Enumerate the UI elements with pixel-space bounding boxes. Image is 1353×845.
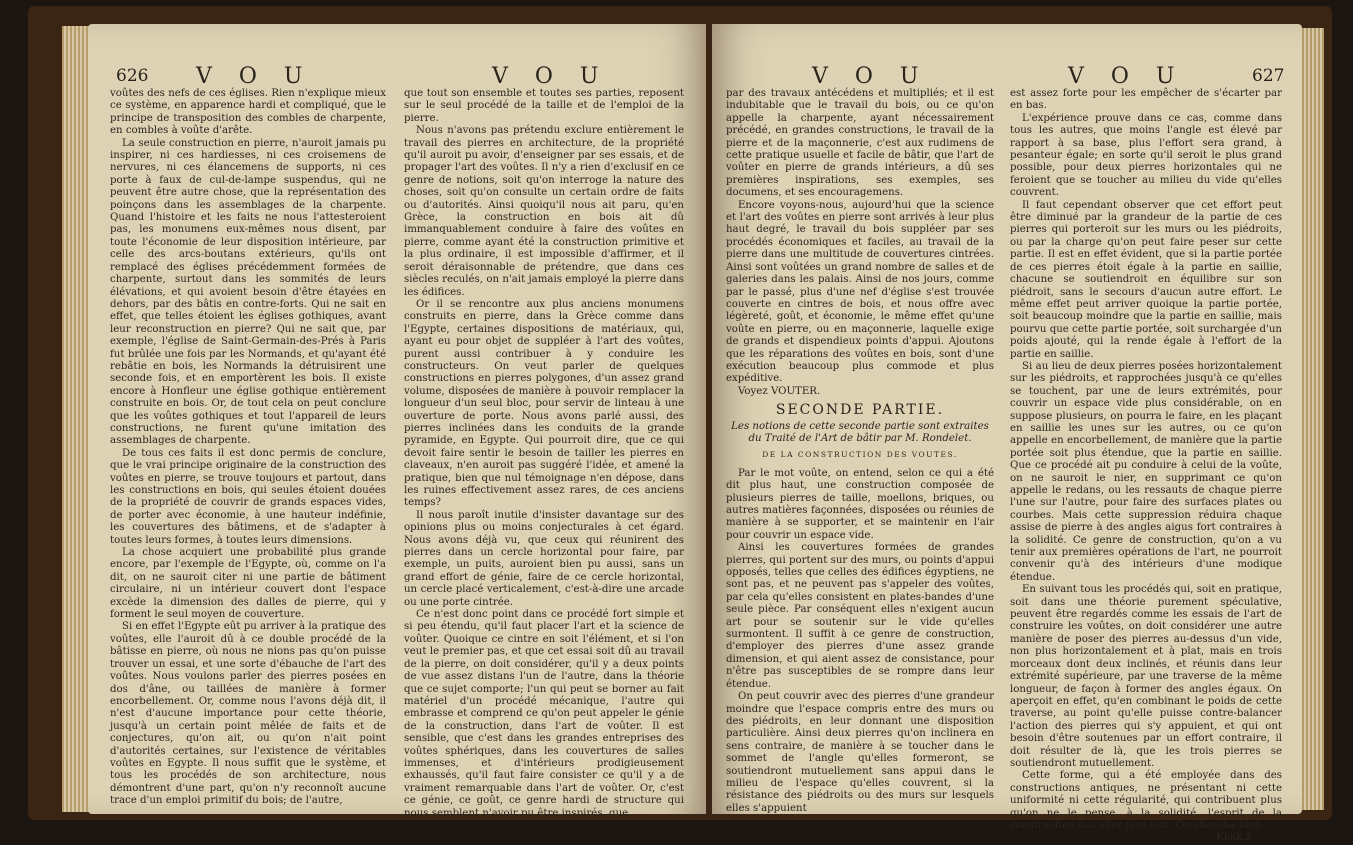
paragraph: Si au lieu de deux pierres posées horizontalement sur les piédroits, et rapprochées jusqu'à ce qu'elles se touchent, par une de leurs extrémités, pour couvrir un espace vide plus considérable, on en suppose plusieurs, on pourra le faire, en les plaçant en saillie les unes sur les autres, ou ce qu'on appelle en encorbellement, de manière que la partie portée soit plus étendue, que la partie en saillie. Que ce procédé ait pu conduire à celui de la voûte, on ne sauroit le nier, en supprimant ce qu'on appelle le redans, ou les ressauts de chaque pierre l'une sur l'autre, pour faire des surfaces plates ou courbes. Mais cette suppression réduira chaque assise de pierre à des angles aigus fort contraires à la solidité. Ce genre de construction, qu'on a vu tenir aux premières opérations de l'art, ne pourroit convenir qu'à des intérieurs d'une modique étendue. xyxy=(1010,360,1282,583)
section-title: SECONDE PARTIE. xyxy=(775,402,945,419)
paragraph: Nous n'avons pas prétendu exclure entièrement le travail des pierres en architecture, de la propriété qu'il auroit pu avoir, d'enseigner par ses essais, et de propager l'art des voûtes. Il n'y a rien d'exclusif en ce genre de notions, soit qu'on interroge la nature des choses, soit qu'on consulte un certain ordre de faits ou d'autorités. Ainsi quoiqu'il nous ait paru, qu'en Grèce, la construction en bois ait dû immanquablement conduire à faire des voûtes en pierre, comme ayant été la construction primitive et la plus ordinaire, il est impossible d'affirmer, et il seroit déraisonnable de prétendre, que dans ces siècles reculés, on n'ait jamais employé la pierre dans les édifices. xyxy=(404,125,684,298)
paragraph: L'expérience prouve dans ce cas, comme dans tous les autres, que moins l'angle est élevé par rapport à sa base, plus l'effort sera grand, à pesanteur égale; en sorte qu'il seroit le plus grand possible, pour deux pierres horizontales qui ne feroient que se toucher au milieu du vide qu'elles couvrent. xyxy=(1010,112,1282,199)
text-column xyxy=(110,88,386,808)
paragraph: Il faut cependant observer que cet effort peut être diminué par la grandeur de la partie de ces pierres qui porteroit sur les murs ou les piédroits, ou par la charge qu'on peut faire peser sur cette partie. Il est en effet évident, que si la partie portée de ces pierres étoit égale à la partie en saillie, chacune se soutiendroit en équilibre sur son piédroit, sans le secours d'aucun autre effort. Le même effet peut arriver quoique la partie portée, soit beaucoup moindre que la partie en saillie, mais pourvu que cette partie portée, soit surchargée d'un poids ajouté, qui la rende égale à l'effort de la partie en saillie. xyxy=(1010,199,1282,360)
section-heading: DE LA CONSTRUCTION DES VOUTES. xyxy=(762,450,958,460)
paragraph: que tout son ensemble et toutes ses parties, reposent sur le seul procédé de la taille et de l'emploi de la pierre. xyxy=(404,88,684,124)
book-spread xyxy=(28,6,1332,844)
paragraph: Si en effet l'Egypte eût pu arriver à la pratique des voûtes, elle l'auroit dû à ce double procédé de la bâtisse en pierre, où nous ne nions pas qu'on puisse trouver un essai, et une sorte d'ébauche de l'art des voûtes. Nous voulons parler des pierres posées en dos d'âne, ou taillées de manière à former encorbellement. Or, comme nous l'avons déjà dit, il n'est d'aucune importance pour cette théorie, jusqu'à un certain point mêlée de faits et de conjectures, qu'on ait, ou qu'on n'ait point d'autorités certaines, sur l'existence de véritables voûtes en Egypte. Il nous suffit que le système, et tous les procédés de son architecture, nous démontrent d'une part, qu'on n'y reconnoît aucune trace d'un emploi primitif du bois; de l'autre, xyxy=(110,621,386,807)
section-note: Les notions de cette seconde partie sont extraites du Traité de l'Art de bâtir par M. Rondelet. xyxy=(731,420,989,444)
paragraph: De tous ces faits il est donc permis de conclure, que le vrai principe originaire de la construction des voûtes en pierre, se trouve toujours et partout, dans les constructions en bois, qui seules étoient douées de la propriété de couvrir de grands espaces vides, de porter avec économie, à une hauteur indéfinie, les couvertures des bâtimens, et de s'adapter à toutes leurs formes, à toutes leurs dimensions. xyxy=(110,447,386,546)
paragraph: En suivant tous les procédés qui, soit en pratique, soit dans une théorie purement spéculative, peuvent être regardés comme les essais de l'art de construire les voûtes, on doit considérer une autre manière de poser des pierres au-dessus d'un vide, non plus horizontalement et à plat, mais en trois morceaux dont deux inclinés, et réunis dans leur extrémité supérieure, par une traverse de la même longueur, de façon à former des angles égaux. On aperçoit en effet, qu'en combinant le poids de cette traverse, au point qu'elle puisse contre-balancer l'action des pierres qui s'y appuient, et qui ont besoin d'être soutenues par un effort contraire, il doit résulter de là, que les trois pierres se soutiendront mutuellement. xyxy=(1010,584,1282,769)
page-number: 627 xyxy=(1252,66,1285,86)
text-column xyxy=(404,88,684,820)
paragraph: voûtes des nefs de ces églises. Rien n'explique mieux ce système, en apparence hardi et compliqué, que le principe de transposition des combles de charpente, en combles à voûte d'arête. xyxy=(110,88,386,137)
page-edges-right xyxy=(1300,28,1324,810)
running-head: V O U xyxy=(1068,64,1185,89)
paragraph: Or il se rencontre aux plus anciens monumens construits en pierre, dans la Grèce comme dans l'Egypte, certaines dispositions de matériaux, qui, ayant eu pour objet de suppléer à l'art des voûtes, purent aussi contribuer à y conduire les constructeurs. On veut parler de quelques constructions en pierres polygones, d'un assez grand volume, disposées de manière à pouvoir remplacer la longueur d'un seul bloc, pour servir de linteau à une ouverture de porte. Nous avons parlé aussi, des pierres inclinées dans les conduits de la grande pyramide, en Egypte. Qui pourroit dire, que ce qui devoit faire sentir le besoin de tailler les pierres en claveaux, n'en auroit pas suggéré l'idée, et amené la pratique, bien que nul témoignage n'en dépose, dans les ruines effectivement assez rares, de ces anciens temps? xyxy=(404,298,684,509)
running-head: V O U xyxy=(196,64,313,89)
text-column xyxy=(1010,88,1282,845)
left-page xyxy=(88,24,706,819)
paragraph: Ce n'est donc point dans ce procédé fort simple et si peu étendu, qu'il faut placer l'art et la science de voûter. Quoique ce cintre en soit l'élément, et si l'on veut le premier pas, et que cet essai soit dû au travail de la pierre, on doit considérer, qu'il y a deux points de vue assez distans l'un de l'autre, dans la théorie que ce sujet comporte; l'un qui peut se borner au fait matériel d'un procédé mécanique, l'autre qui embrasse et comprend ce qu'on peut appeler le génie de la construction, dans l'art de voûter. Il est sensible, que c'est dans les grandes entreprises des voûtes sphériques, dans les couvertures de salles immenses, et d'intérieurs prodigieusement exhaussés, qu'il faut faire consister ce qu'il y a de vraiment remarquable dans l'art de voûter. Or, c'est ce génie, ce goût, ce genre hardi de structure qui nous semblent n'avoir pu être inspirés, que xyxy=(404,609,684,819)
page-number: 626 xyxy=(116,66,149,86)
text-column xyxy=(726,88,994,815)
paragraph: Voyez VOUTER. xyxy=(738,385,821,397)
paragraph: par des travaux antécédens et multipliés; et il est indubitable que le travail du bois, ou ce qu'on appelle la charpente, ayant nécessairement précédé, en grandes constructions, le travail de la pierre et de la maçonnerie, c'est aux rudimens de cette pratique usuelle et facile de bâtir, que l'art de voûter en pierre de grands intérieurs, a dû ses premières inspirations, ses exemples, ses documens, et ses encouragemens. xyxy=(726,88,994,199)
paragraph: Par le mot voûte, on entend, selon ce qui a été dit plus haut, une construction composée de plusieurs pierres de taille, moellons, briques, ou autres matières façonnées, disposées ou réunies de manière à se supporter, et se maintenir en l'air pour couvrir un espace vide. xyxy=(726,467,994,541)
running-head: V O U xyxy=(812,64,929,89)
signature-mark: Kkkk 2 xyxy=(1216,832,1252,844)
paragraph: est assez forte pour les empêcher de s'écarter par en bas. xyxy=(1010,88,1282,112)
paragraph: Cette forme, qui a été employée dans des constructions antiques, ne présentant ni cette uniformité ni cette régularité, qui contribuent plus qu'on ne le pense, à la solidité, l'esprit de la construction dut aller plus loin. On chercha bien- xyxy=(1010,770,1282,831)
paragraph: Il nous paroît inutile d'insister davantage sur des opinions plus ou moins conjecturales à cet égard. Nous avons déjà vu, que ceux qui réunirent des pierres dans un cercle horizontal pour faire, par exemple, un puits, auroient bien pu aussi, sans un grand effort de génie, faire de ce cercle horizontal, un cercle placé verticalement, c'est-à-dire une arcade ou une porte cintrée. xyxy=(404,509,684,608)
paragraph: La chose acquiert une probabilité plus grande encore, par l'exemple de l'Egypte, où, comme on l'a dit, on ne sauroit citer ni une partie de bâtiment circulaire, ni un intérieur couvert dont l'espace excède la dimension des dalles de pierre, qui y forment le seul moyen de couverture. xyxy=(110,547,386,621)
paragraph: La seule construction en pierre, n'auroit jamais pu inspirer, ni ces hardiesses, ni ces croisemens de nervures, ni ces élancemens de supports, ni ces porte à faux de cul-de-lampe suspendus, qui ne peuvent être autre chose, que la représentation des poinçons dans les assemblages de la charpente. Quand l'histoire et les faits ne nous l'attesteroient pas, les monumens eux-mêmes nous disent, par toute l'économie de leur disposition intérieure, par celle des arcs-boutans extérieurs, qu'ils ont remplacé des églises précédemment formées de charpente, surtout dans les sommités de leurs élévations, et qui avoient besoin d'être étayées en dehors, par des bâtis en contre-forts. Qui ne sait en effet, que telles étoient les églises gothiques, avant leur reconstruction en pierre? Qui ne sait que, par exemple, l'église de Saint-Germain-des-Prés à Paris fut brûlée une fois par les Normands, et qu'ayant été rebâtie en bois, les Normands la détruisirent une seconde fois, et en emportèrent les bois. Il existe encore à Honfleur une église gothique entièrement construite en bois. Or, de tout cela on peut conclure que les voûtes gothiques et tout l'appareil de leurs constructions, ne furent qu'une imitation des assemblages de charpente. xyxy=(110,137,386,447)
paragraph: Encore voyons-nous, aujourd'hui que la science et l'art des voûtes en pierre sont arrivés à leur plus haut degré, le travail du bois suppléer par ses procédés économiques et faciles, au travail de la pierre dans une multitude de couvertures cintrées. Ainsi sont voûtées un grand nombre de salles et de galeries dans les palais. Ainsi de nos jours, comme par le passé, plus d'une nef d'église s'est trouvée couverte en cintres de bois, et nous offre avec légèreté, goût, et économie, le même effet qu'une voûte en pierre, ou en maçonnerie, laquelle exige de grands et dispendieux points d'appui. Ajoutons que les réparations des voûtes en bois, sont d'une exécution beaucoup plus commode et plus expéditive. xyxy=(726,199,994,385)
page-edges-left xyxy=(62,26,90,812)
running-head: V O U xyxy=(492,64,609,89)
right-page xyxy=(712,24,1302,844)
paragraph: Ainsi les couvertures formées de grandes pierres, qui portent sur des murs, ou points d'appui opposés, telles que celles des édifices égyptiens, ne sont pas, et ne peuvent pas s'appeler des voûtes, par cela qu'elles consistent en plates-bandes d'une seule pièce. Par conséquent elles n'exigent aucun art pour se soutenir sur le vide qu'elles surmontent. Il suffit à ce genre de construction, d'employer des pierres d'une assez grande dimension, et qui aient assez de consistance, pour n'être pas susceptibles de se rompre dans leur étendue. xyxy=(726,542,994,690)
paragraph: On peut couvrir avec des pierres d'une grandeur moindre que l'espace compris entre des murs ou des piédroits, en leur donnant une disposition particulière. Ainsi deux pierres qu'on inclinera en sens contraire, de manière à se toucher dans le sommet de l'angle qu'elles formeront, se soutiendront mutuellement sans appui dans le milieu de l'espace qu'elles couvrent, si la résistance des piédroits ou des murs sur lesquels elles s'appuient xyxy=(726,691,994,814)
